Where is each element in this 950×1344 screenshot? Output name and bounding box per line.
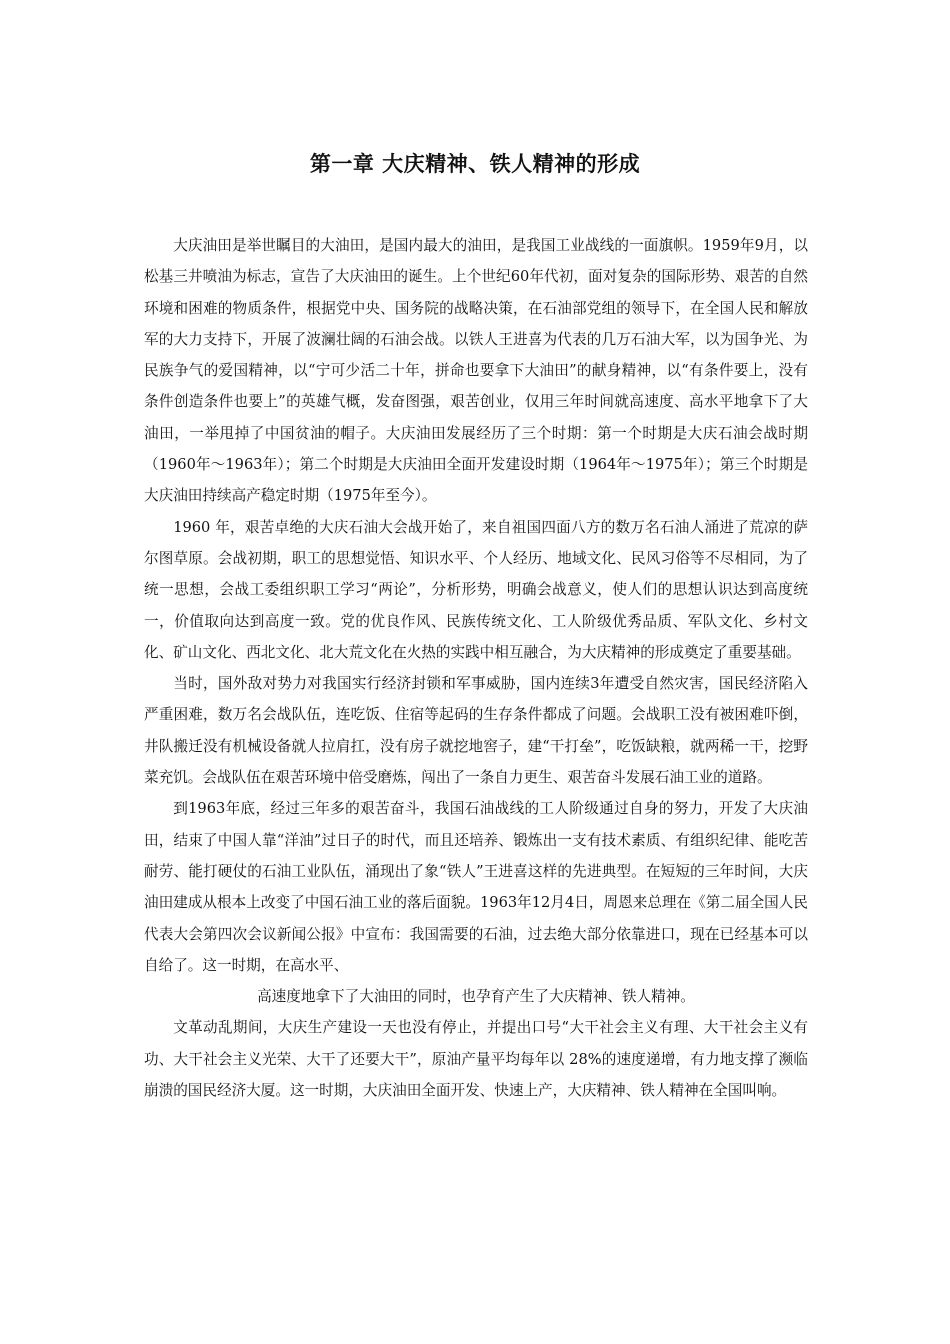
chapter-title: 第一章 大庆精神、铁人精神的形成 [309,151,641,176]
paragraph-hardship: 当时，国外敌对势力对我国实行经济封锁和军事威胁，国内连续3年遭受自然灾害，国民经济陷入严重困难，数万名会战队伍，连吃饭、住宿等起码的生存条件都成了问题。会战职工没有被困难吓倒，井队搬迁没有机械设备就人拉肩扛，没有房子就挖地窖子，建“干打垒”，吃饭缺粮，就两稀一干，挖野菜充饥。会战队伍在艰苦环境中倍受磨炼，闯出了一条自力更生、艰苦奋斗发展石油工业的道路。 [144,675,808,787]
paragraph-spirit-born: 高速度地拿下了大油田的同时，也孕育产生了大庆精神、铁人精神。 [257,988,695,1006]
paragraph-cultural-revolution: 文革动乱期间，大庆生产建设一天也没有停止，并提出口号“大干社会主义有理、大干社会主义有功、大干社会主义光荣、大干了还要大干”，原油产量平均每年以 28%的速度递增，有力地支撑了濒临崩溃的国民经济大厦。这一时期，大庆油田全面开发、快速上产，大庆精神、铁人精神在全国叫响。 [144,1019,808,1100]
body-text [144,230,808,1106]
paragraph-1963-achievement: 到1963年底，经过三年多的艰苦奋斗，我国石油战线的工人阶级通过自身的努力，开发了大庆油田，结束了中国人靠“洋油”过日子的时代，而且还培养、锻炼出一支有技术素质、有组织纪律、能吃苦耐劳、能打硬仗的石油工业队伍，涌现出了象“铁人”王进喜这样的先进典型。在短短的三年时间，大庆油田建成从根本上改变了中国石油工业的落后面貌。1963年12月4日，周恩来总理在《第二届全国人民代表大会第四次会议新闻公报》中宣布：我国需要的石油，过去绝大部分依靠进口，现在已经基本可以自给了。这一时期，在高水平、 [144,800,808,974]
paragraph-daqing-oilfield-intro: 大庆油田是举世瞩目的大油田，是国内最大的油田，是我国工业战线的一面旗帜。1959年9月，以松基三井喷油为标志，宣告了大庆油田的诞生。上个世纪60年代初，面对复杂的国际形势、艰苦的自然环境和困难的物质条件，根据党中央、国务院的战略决策，在石油部党组的领导下，在全国人民和解放军的大力支持下，开展了波澜壮阔的石油会战。以铁人王进喜为代表的几万石油大军，以为国争光、为民族争气的爱国精神，以“宁可少活二十年，拼命也要拿下大油田”的献身精神，以“有条件要上，没有条件创造条件也要上”的英雄气概，发奋图强，艰苦创业，仅用三年时间就高速度、高水平地拿下了大油田，一举甩掉了中国贫油的帽子。大庆油田发展经历了三个时期：第一个时期是大庆石油会战时期（1960年～1963年）；第二个时期是大庆油田全面开发建设时期（1964年～1975年）；第三个时期是大庆油田持续高产稳定时期（1975年至今）。 [144,237,808,505]
paragraph-1960-campaign: 1960 年，艰苦卓绝的大庆石油大会战开始了，来自祖国四面八方的数万名石油人涌进了荒凉的萨尔图草原。会战初期，职工的思想觉悟、知识水平、个人经历、地域文化、民风习俗等不尽相同，为了统一思想，会战工委组织职工学习“两论”，分析形势，明确会战意义，使人们的思想认识达到高度统一，价值取向达到高度一致。党的优良作风、民族传统文化、工人阶级优秀品质、军队文化、乡村文化、矿山文化、西北文化、北大荒文化在火热的实践中相互融合，为大庆精神的形成奠定了重要基础。 [144,518,808,661]
